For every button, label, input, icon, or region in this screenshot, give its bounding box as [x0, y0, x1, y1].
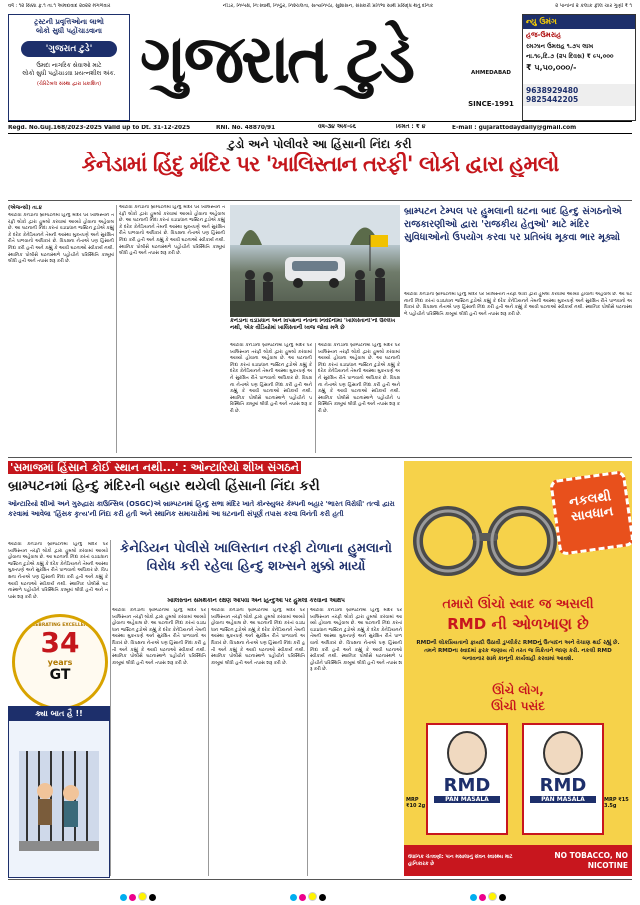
cartoon-title: ક્યા બાત હૈ !! [9, 707, 109, 721]
promo-box [8, 14, 130, 121]
product-pack-large [522, 723, 604, 835]
rni-no: RNI. No. 48870/91 [216, 124, 276, 131]
email: E-mail : gujarattodaydaily@gmail.com [452, 124, 577, 131]
body-text: ઓટાવા કેનેડાના બ્રામ્પટનમાં હિન્દુ મંદિર પર ખાલિસ્તાન તરફી લોકો દ્વારા હુમલો કરવામાં આવ્યો હોવાના અહેવાલ છે. આ ઘટનાની નિંદા કરતાં વડાપ્રધાન જસ્ટિન ટુડોએ કહ્યું કે દરેક કેનેડિયનને તેમની આસ્થા મુક્તપણે અને સુરક્ષિત રીતે પાળવાનો અધિકાર છે. વિપક્ષના નેતાએ પણ હિંસાની નિંદા કરી હતી અને કહ્યું કે આવી ઘટનાઓ સ્વીકાર્ય નથી. સ્થાનિક પોલીસે ઘટનાસ્થળે પહોંચીને પરિસ્થિતિ કાબૂમાં લીધી હતી અને તપાસ શરૂ કરી છે. [404, 292, 632, 317]
masthead-title: ગુજરાત ટુડે [140, 21, 413, 99]
badge-years: years [47, 658, 73, 667]
masthead-side [462, 70, 520, 120]
section3-subhead: ખાલિસ્તાન સમર્થકોને રક્ષણ આપવા અને હિન્દુઓ પર હુમલો કરવાનો આક્ષેપ [167, 598, 345, 604]
brand-name: RMD [539, 775, 587, 796]
dateline: (એજન્સી) તા.૪ [8, 205, 42, 211]
phone: 9638929480 [526, 86, 579, 95]
story-column [211, 608, 305, 876]
promo-line: લોકો સુધી પહોંચાડવા પ્રયત્નશીલ અંક. [22, 70, 116, 77]
product-name: PAN MASALA [434, 796, 500, 803]
price: કિંમત : ₹ ૪ [396, 124, 426, 130]
ad-tagline-2: ઊંચી પસંદ [491, 699, 545, 713]
badge-number: 34 [40, 626, 80, 659]
hajj-line: ₹ ૫,૫૦,૦૦૦/- [526, 63, 577, 72]
badge-logo: GT [49, 667, 71, 683]
promo-line: ઉમદા નાગરિક સેવાઓ માટે [36, 62, 102, 69]
stamp-line: સાવધાન [570, 504, 615, 525]
body-text: ઓટાવા કેનેડાના બ્રામ્પટનમાં હિન્દુ મંદિર પર ખાલિસ્તાન તરફી લોકો દ્વારા હુમલો કરવામાં આવ્યો હોવાના અહેવાલ છે. આ ઘટનાની નિંદા કરતાં વડાપ્રધાન જસ્ટિન ટુડોએ કહ્યું કે દરેક કેનેડિયનને તેમની આસ્થા મુક્તપણે અને સુરક્ષિત રીતે પાળવાનો અધિકાર છે. વિપક્ષના નેતાએ પણ હિંસાની નિંદા કરી હતી અને કહ્યું કે આવી ઘટનાઓ સ્વીકાર્ય નથી. સ્થાનિક પોલીસે ઘટનાસ્થળે પહોંચીને પરિસ્થિતિ કાબૂમાં લીધી હતી અને તપાસ શરૂ કરી છે. [211, 608, 305, 666]
mrp-large: MRP ₹15 3.5g [604, 797, 629, 809]
product-name: PAN MASALA [530, 796, 596, 803]
product-pack-small [426, 723, 508, 835]
section2-kicker-text: 'સમાજમાં હિંસાને કોઈ સ્થાન નથી...' : ઓન્ટારિયો શીખ સંગઠને [10, 461, 299, 474]
headline-kicker: ટુડો અને પોલીવરે આ હિંસાની નિંદા કરી [228, 137, 412, 151]
mrp-small: MRP ₹10 2g [406, 797, 426, 809]
promo-pill: 'ગુજરાત ટુડે' [21, 41, 117, 57]
story-column [8, 542, 108, 612]
hajj-tag: ન્યુ ઉમંગ [523, 15, 635, 29]
section2-subhead: ઓન્ટારિયો શીખો અને ગુરુદ્વારા કાઉન્સિલ (OSGC)એ બ્રામ્પટનમાં હિન્દુ સભા મંદિર ખાતે કોન્સ્યુલર કેમ્પની બહાર 'ભારત વિરોધી' તત્વો દ્વારા કરવામાં આવેલા 'હિંસક કૃત્ય'ની નિંદા કરી હતી અને સ્થાનિક સમાચારોમાં આ ઘટનાની સંપૂર્ણ તપાસ કરવા વિનંતી કરી હતી [8, 500, 395, 518]
masthead [140, 12, 458, 112]
color-registration-marks [470, 886, 508, 905]
body-text: ઓટાવા કેનેડાના બ્રામ્પટનમાં હિન્દુ મંદિર પર ખાલિસ્તાન તરફી લોકો દ્વારા હુમલો કરવામાં આવ્યો હોવાના અહેવાલ છે. આ ઘટનાની નિંદા કરતાં વડાપ્રધાન જસ્ટિન ટુડોએ કહ્યું કે દરેક કેનેડિયનને તેમની આસ્થા મુક્તપણે અને સુરક્ષિત રીતે પાળવાનો અધિકાર છે. વિપક્ષના નેતાએ પણ હિંસાની નિંદા કરી હતી અને કહ્યું કે આવી ઘટનાઓ સ્વીકાર્ય નથી. સ્થાનિક પોલીસે ઘટનાસ્થળે પહોંચીને પરિસ્થિતિ કાબૂમાં લીધી હતી અને તપાસ શરૂ કરી છે. [318, 343, 400, 414]
ad-headline-2: RMD ની ઓળખાણ છે [447, 615, 589, 633]
city: AHMEDABAD [471, 70, 511, 76]
registration-line [8, 123, 632, 132]
hajj-line: રમઝાન ઉમરાહ ૧.૭૫ લાખ [526, 43, 594, 50]
body-text: ઓટાવા કેનેડાના બ્રામ્પટનમાં હિન્દુ મંદિર પર ખાલિસ્તાન તરફી લોકો દ્વારા હુમલો કરવામાં આવ્યો હોવાના અહેવાલ છે. આ ઘટનાની નિંદા કરતાં વડાપ્રધાન જસ્ટિન ટુડોએ કહ્યું કે દરેક કેનેડિયનને તેમની આસ્થા મુક્તપણે અને સુરક્ષિત રીતે પાળવાનો અધિકાર છે. વિપક્ષના નેતાએ પણ હિંસાની નિંદા કરી હતી અને કહ્યું કે આવી ઘટનાઓ સ્વીકાર્ય નથી. સ્થાનિક પોલીસે ઘટનાસ્થળે પહોંચીને પરિસ્થિતિ કાબૂમાં લીધી હતી અને તપાસ શરૂ કરી છે. [112, 608, 206, 666]
story-column [119, 205, 225, 453]
section2-headline: બ્રામ્પટનમાં હિન્દુ મંદિરની બહાર થયેલી હિંસાની નિંદા કરી [8, 478, 320, 494]
ad-footer [404, 845, 632, 876]
pages-info: ૨ પાનાંનો ૨ કલાક ફીલ ચાર ગુણી ₹ ૧ [555, 3, 632, 9]
photo-caption: કેનેડાના વડાપ્રધાન અને વિપક્ષના નેતાના નિવેદનોમાં 'ખાલિસ્તાની'નો ઉલ્લેખ નથી, એક વીડિયોમાં ખાલિસ્તાની ધ્વજ જોવા મળે છે [230, 318, 396, 331]
reg-no: Regd. No.Guj.168/2023-2025 Valid up to Dt. 31-12-2025 [8, 124, 191, 131]
color-registration-marks [120, 886, 158, 905]
stamp-line: નકલથી [568, 489, 613, 511]
body-text: ઓટાવા કેનેડાના બ્રામ્પટનમાં હિન્દુ મંદિર પર ખાલિસ્તાન તરફી લોકો દ્વારા હુમલો કરવામાં આવ્યો હોવાના અહેવાલ છે. આ ઘટનાની નિંદા કરતાં વડાપ્રધાન જસ્ટિન ટુડોએ કહ્યું કે દરેક કેનેડિયનને તેમની આસ્થા મુક્તપણે અને સુરક્ષિત રીતે પાળવાનો અધિકાર છે. વિપક્ષના નેતાએ પણ હિંસાની નિંદા કરી હતી અને કહ્યું કે આવી ઘટનાઓ સ્વીકાર્ય નથી. સ્થાનિક પોલીસે ઘટનાસ્થળે પહોંચીને પરિસ્થિતિ કાબૂમાં લીધી હતી અને તપાસ શરૂ કરી છે. [310, 608, 402, 673]
rmd-advertisement [404, 461, 632, 876]
issue-info: વર્ષ : ૧૨ સિક્કા ફ.૧ તા.૧ અમદાવાદ ૨૦૨૨ મંગળવાર [8, 3, 111, 9]
volume: વર્ષ-૩૪ અંક-૯૬ [318, 124, 357, 130]
lead-box: બ્રામ્પટન ટેમ્પલ પર હુમલાની ઘટના બાદ હિન્દુ સંગઠનોએ રાજકારણીઓ દ્વારા 'રાજકીય હેતુઓ' માટે મંદિર સુવિધાઓનો ઉપયોગ કરવા પર પ્રતિબંધ મૂકવા ભાર મૂક્યો [404, 206, 622, 243]
body-text: ઓટાવા કેનેડાના બ્રામ્પટનમાં હિન્દુ મંદિર પર ખાલિસ્તાન તરફી લોકો દ્વારા હુમલો કરવામાં આવ્યો હોવાના અહેવાલ છે. આ ઘટનાની નિંદા કરતાં વડાપ્રધાન જસ્ટિન ટુડોએ કહ્યું કે દરેક કેનેડિયનને તેમની આસ્થા મુક્તપણે અને સુરક્ષિત રીતે પાળવાનો અધિકાર છે. વિપક્ષના નેતાએ પણ હિંસાની નિંદા કરી હતી અને કહ્યું કે આવી ઘટનાઓ સ્વીકાર્ય નથી. સ્થાનિક પોલીસે ઘટનાસ્થળે પહોંચીને પરિસ્થિતિ કાબૂમાં લીધી હતી અને તપાસ શરૂ કરી છે. [8, 213, 114, 265]
story-column [8, 205, 114, 453]
story-column [230, 343, 312, 453]
body-text: ઓટાવા કેનેડાના બ્રામ્પટનમાં હિન્દુ મંદિર પર ખાલિસ્તાન તરફી લોકો દ્વારા હુમલો કરવામાં આવ્યો હોવાના અહેવાલ છે. આ ઘટનાની નિંદા કરતાં વડાપ્રધાન જસ્ટિન ટુડોએ કહ્યું કે દરેક કેનેડિયનને તેમની આસ્થા મુક્તપણે અને સુરક્ષિત રીતે પાળવાનો અધિકાર છે. વિપક્ષના નેતાએ પણ હિંસાની નિંદા કરી હતી અને કહ્યું કે આવી ઘટનાઓ સ્વીકાર્ય નથી. સ્થાનિક પોલીસે ઘટનાસ્થળે પહોંચીને પરિસ્થિતિ કાબૂમાં લીધી હતી અને તપાસ શરૂ કરી છે. [119, 205, 225, 257]
anniversary-badge [12, 614, 108, 710]
body-text: ઓટાવા કેનેડાના બ્રામ્પટનમાં હિન્દુ મંદિર પર ખાલિસ્તાન તરફી લોકો દ્વારા હુમલો કરવામાં આવ્યો હોવાના અહેવાલ છે. આ ઘટનાની નિંદા કરતાં વડાપ્રધાન જસ્ટિન ટુડોએ કહ્યું કે દરેક કેનેડિયનને તેમની આસ્થા મુક્તપણે અને સુરક્ષિત રીતે પાળવાનો અધિકાર છે. વિપક્ષના નેતાએ પણ હિંસાની નિંદા કરી હતી અને કહ્યું કે આવી ઘટનાઓ સ્વીકાર્ય નથી. સ્થાનિક પોલીસે ઘટનાસ્થળે પહોંચીને પરિસ્થિતિ કાબૂમાં લીધી હતી અને તપાસ શરૂ કરી છે. [8, 542, 108, 600]
hajj-line: ના.૧૯,દિ.૭ (૨૫ દિવસ) ₹ ૯૫,૦૦૦ [526, 53, 614, 60]
phone: 9825442205 [526, 95, 579, 104]
statutory-warning: વૈધાનિક ચેતવણી: પાન મસાલાનું સેવન સ્વાસ્થ્ય માટે હાનિકારક છે [408, 853, 513, 867]
story-column [404, 292, 632, 453]
hajj-ad-box [522, 14, 636, 121]
promo-line: (ચેરિટેબલ સંસ્થા દ્વારા પ્રકાશિત) [36, 81, 102, 87]
promo-line: ટ્રસ્ટની પ્રવૃત્તિઓના લાભો [34, 18, 104, 26]
ad-tagline: ઊંચે લોગ, [492, 683, 544, 697]
hajj-phones [523, 84, 635, 106]
body-text: ઓટાવા કેનેડાના બ્રામ્પટનમાં હિન્દુ મંદિર પર ખાલિસ્તાન તરફી લોકો દ્વારા હુમલો કરવામાં આવ્યો હોવાના અહેવાલ છે. આ ઘટનાની નિંદા કરતાં વડાપ્રધાન જસ્ટિન ટુડોએ કહ્યું કે દરેક કેનેડિયનને તેમની આસ્થા મુક્તપણે અને સુરક્ષિત રીતે પાળવાનો અધિકાર છે. વિપક્ષના નેતાએ પણ હિંસાની નિંદા કરી હતી અને કહ્યું કે આવી ઘટનાઓ સ્વીકાર્ય નથી. સ્થાનિક પોલીસે ઘટનાસ્થળે પહોંચીને પરિસ્થિતિ કાબૂમાં લીધી હતી અને તપાસ શરૂ કરી છે. [230, 343, 312, 414]
no-tobacco-text: NO TOBACCO, NO NICOTINE [554, 850, 628, 870]
story-column [112, 608, 206, 876]
fake-warning-stamp [549, 470, 632, 556]
handcuffs-icon [410, 481, 560, 591]
section3-headline: કેનેડિયન પોલીસે ખાલિસ્તાન તરફી ટોળાના હુમલાનો વિરોધ કરી રહેલા હિન્દુ શખ્સને મુક્કો માર્યો [120, 541, 392, 574]
color-registration-marks [290, 886, 328, 905]
tagline: નીડર, નિષ્પક્ષ, નિઃસ્વાર્થ, નિષ્ઠુર, નિશ્ચલતા, સત્યનિષ્ઠા, સુશાસન, સંસ્કારી પ્રતિભા સાથે પ્રસિદ્ધ થતું દૈનિક [222, 3, 434, 9]
ad-copy: RMDની લોકપ્રિયતાનો ફાયદો ઉઠાવી ડુપ્લીકેટ RMDનું ઉત્પાદન અને વેચાણ થઈ રહ્યું છે. તમને RMDના સ્વાદમાં ફરક જણાય તો તરત જ વિક્રેતાને જાણ કરો. નકલી RMD બનાવનાર સામે કાનૂની કાર્યવાહી કરવામાં આવશે. [416, 640, 620, 662]
cartoon-box [8, 706, 110, 878]
badge-top: CELEBRATING EXCELLENCE [26, 623, 94, 628]
story-column [310, 608, 402, 876]
story-column [318, 343, 400, 453]
crowd-scene-image [230, 205, 400, 317]
ad-headline: તમારો ઊંચો સ્વાદ જ અસલી [442, 597, 594, 612]
since-year: SINCE-1991 [468, 100, 514, 108]
promo-line: લોકો સુધી પહોંચાડવાના [36, 27, 102, 35]
news-photo [230, 205, 400, 317]
hajj-tag: હજ-ઉમરાહ [526, 31, 562, 39]
section2-kicker [8, 461, 400, 475]
main-headline: કેનેડામાં હિંદુ મંદિર પર 'ખાલિસ્તાન તરફી' લોકો દ્વારા હુમલો [81, 152, 559, 177]
brand-name: RMD [443, 775, 491, 796]
cartoon-illustration [9, 721, 109, 871]
